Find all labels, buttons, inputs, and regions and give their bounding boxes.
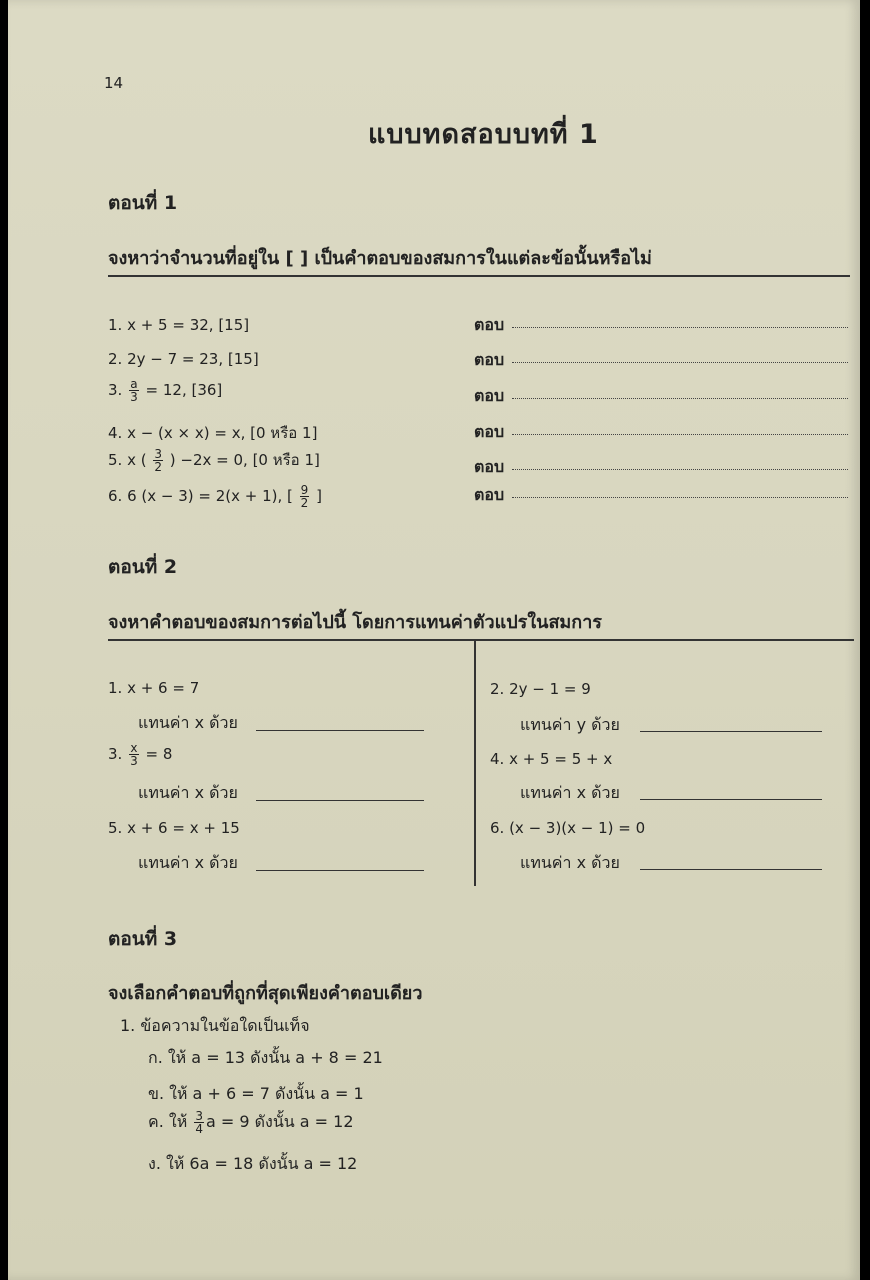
part2-answer-line-5[interactable] xyxy=(256,870,424,871)
answer-line-1[interactable] xyxy=(512,327,848,328)
part2-answer-line-6[interactable] xyxy=(640,869,822,870)
fraction-3-over-4: $\frac{3}{4}$ xyxy=(195,1109,203,1136)
answer-label-2: ตอบ xyxy=(474,350,505,369)
part1-question-1: 1. x + 5 = 32, [15] xyxy=(108,316,250,334)
answer-line-3[interactable] xyxy=(512,398,848,399)
fraction-9-over-2: $\frac{9}{2}$ xyxy=(300,483,309,510)
part2-answer-line-3[interactable] xyxy=(256,800,424,801)
part2-question-1: 1. x + 6 = 7 xyxy=(108,679,200,697)
fraction-3-over-2: $\frac{3}{2}$ xyxy=(154,447,162,474)
part3-option-b: ข. ให้ a + 6 = 7 ดังนั้น a = 1 xyxy=(148,1084,364,1103)
answer-line-4[interactable] xyxy=(512,434,848,435)
part1-question-5: 5. x ( $\frac{3}{2}$ ) −2x = 0, [0 หรือ 1] xyxy=(108,447,320,474)
part2-heading: ตอนที่ 2 xyxy=(108,556,178,578)
part3-option-a: ก. ให้ a = 13 ดังนั้น a + 8 = 21 xyxy=(148,1048,383,1067)
part1-question-6: 6. 6 (x − 3) = 2(x + 1), [ $\frac{9}{2}$ ] xyxy=(108,483,322,510)
part2-question-5: 5. x + 6 = x + 15 xyxy=(108,819,240,837)
fraction-a-over-3: $\frac{a}{3}$ xyxy=(130,377,138,404)
part2-sub-6: แทนค่า x ด้วย xyxy=(520,853,620,872)
part1-heading: ตอนที่ 1 xyxy=(108,192,178,214)
part3-option-c: ค. ให้ $\frac{3}{4}$ a = 9 ดังนั้น a = 12 xyxy=(148,1109,354,1136)
part2-divider xyxy=(108,639,854,641)
part2-sub-1: แทนค่า x ด้วย xyxy=(138,713,238,732)
answer-label-3: ตอบ xyxy=(474,386,505,405)
part2-question-2: 2. 2y − 1 = 9 xyxy=(490,680,591,698)
answer-line-6[interactable] xyxy=(512,497,848,498)
part3-option-d: ง. ให้ 6a = 18 ดังนั้น a = 12 xyxy=(148,1154,358,1173)
page-number: 14 xyxy=(104,74,124,92)
part1-question-4: 4. x − (x × x) = x, [0 หรือ 1] xyxy=(108,424,318,442)
part2-column-divider xyxy=(474,640,476,886)
part3-instruction: จงเลือกคำตอบที่ถูกที่สุดเพียงคำตอบเดียว xyxy=(108,983,423,1004)
answer-line-5[interactable] xyxy=(512,469,848,470)
answer-label-5: ตอบ xyxy=(474,457,505,476)
part3-heading: ตอนที่ 3 xyxy=(108,928,178,950)
part1-question-3: 3. $\frac{a}{3}$ = 12, [36] xyxy=(108,377,223,404)
worksheet-page xyxy=(8,0,860,1280)
fraction-x-over-3: $\frac{x}{3}$ xyxy=(130,741,138,768)
part2-sub-2: แทนค่า y ด้วย xyxy=(520,715,620,734)
part2-question-6: 6. (x − 3)(x − 1) = 0 xyxy=(490,819,646,837)
answer-label-6: ตอบ xyxy=(474,485,505,504)
part2-sub-3: แทนค่า x ด้วย xyxy=(138,783,238,802)
answer-label-4: ตอบ xyxy=(474,422,505,441)
part1-divider xyxy=(108,275,850,277)
part2-question-4: 4. x + 5 = 5 + x xyxy=(490,750,613,768)
answer-line-2[interactable] xyxy=(512,362,848,363)
part2-answer-line-1[interactable] xyxy=(256,730,424,731)
part1-question-2: 2. 2y − 7 = 23, [15] xyxy=(108,350,259,368)
part2-answer-line-2[interactable] xyxy=(640,731,822,732)
part2-answer-line-4[interactable] xyxy=(640,799,822,800)
page-title: แบบทดสอบบทที่ 1 xyxy=(368,119,599,150)
part3-question-1: 1. ข้อความในข้อใดเป็นเท็จ xyxy=(120,1016,310,1035)
answer-label-1: ตอบ xyxy=(474,315,505,334)
part2-question-3: 3. $\frac{x}{3}$ = 8 xyxy=(108,741,173,768)
part1-instruction: จงหาว่าจำนวนที่อยู่ใน [ ] เป็นคำตอบของสมการในแต่ละข้อนั้นหรือไม่ xyxy=(108,248,652,269)
part2-sub-4: แทนค่า x ด้วย xyxy=(520,783,620,802)
part2-sub-5: แทนค่า x ด้วย xyxy=(138,853,238,872)
part2-instruction: จงหาคำตอบของสมการต่อไปนี้ โดยการแทนค่าตัวแปรในสมการ xyxy=(108,612,602,633)
